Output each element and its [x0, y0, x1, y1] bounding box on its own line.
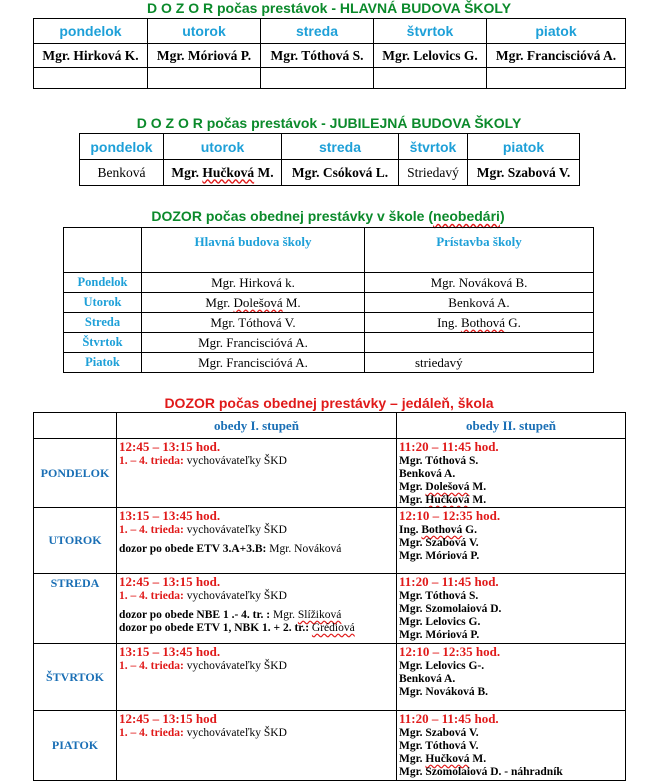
- teacher-cell: Mgr. Móriová P.: [148, 44, 261, 68]
- misspelled-word: Hučková: [425, 753, 470, 765]
- second-grade-cell: [397, 711, 626, 781]
- grade-line: [119, 590, 394, 603]
- time-slot: 13:15 – 13:45 hod.: [119, 508, 221, 523]
- time-slot: 12:10 – 12:35 hod.: [399, 644, 501, 659]
- teacher-name: Mgr. Lelovics G.: [399, 616, 481, 628]
- teacher-cell: Mgr. Franciscióvá A.: [142, 333, 365, 353]
- day-header: štvrtok: [399, 134, 468, 160]
- teacher-cell: Benková: [80, 160, 164, 186]
- grade-line: [119, 660, 394, 673]
- neobedari-table: [63, 227, 594, 373]
- teacher-cell: Mgr. Hučková M.: [164, 160, 282, 186]
- day-label: ŠTVRTOK: [34, 644, 117, 711]
- teacher-cell: Mgr. Nováková B.: [365, 273, 594, 293]
- teacher-name: Mgr. Tóthová S.: [399, 590, 479, 602]
- time-slot: 12:45 – 13:15 hod.: [119, 574, 221, 589]
- misspelled-word: Hučková: [425, 494, 470, 506]
- day-label: PIATOK: [34, 711, 117, 781]
- day-header: pondelok: [34, 19, 148, 44]
- time-slot: 12:45 – 13:15 hod: [119, 711, 217, 726]
- teacher-cell: Mgr. Franciscióvá A.: [487, 44, 626, 68]
- time-slot: 11:20 – 11:45 hod.: [399, 711, 499, 726]
- misspelled-word: Bothová: [421, 524, 463, 536]
- staff-label: vychovávateľky ŠKD: [186, 524, 287, 536]
- second-grade-cell: [397, 439, 626, 508]
- duty-teacher: Mgr. Nováková: [269, 543, 342, 555]
- staff-label: vychovávateľky ŠKD: [186, 455, 287, 467]
- day-label: Štvrtok: [64, 333, 142, 353]
- teacher-cell: striedavý: [365, 353, 594, 373]
- second-grade-cell: [397, 574, 626, 644]
- time-slot: 12:45 – 13:15 hod.: [119, 439, 221, 454]
- table-row: [34, 439, 626, 508]
- teacher-name: Mgr. Lelovics G-.: [399, 660, 485, 672]
- section1-title: D O Z O R počas prestávok - HLAVNÁ BUDOVA ŠKOLY: [146, 0, 512, 16]
- table-row: [34, 711, 626, 781]
- teacher-name: Benková A.: [399, 673, 456, 685]
- teacher-name: Mgr. Szomolaiová D. - náhradník: [399, 766, 563, 778]
- grade-line: [119, 524, 394, 537]
- teacher-name: Mgr. Dolešová M.: [399, 481, 487, 493]
- table-row: [34, 644, 626, 711]
- misspelled-word: Dolešová: [425, 481, 470, 493]
- empty-cell: [34, 413, 117, 439]
- day-label: Streda: [64, 313, 142, 333]
- duty-label: dozor po obede ETV 3.A+3.B:: [119, 543, 267, 555]
- day-header: pondelok: [80, 134, 164, 160]
- teacher-name: Ing. Bothová G.: [399, 524, 477, 536]
- day-label: STREDA: [34, 574, 117, 644]
- column-header: obedy I. stupeň: [117, 413, 397, 439]
- teacher-cell: Mgr. Hirková K.: [34, 44, 148, 68]
- second-grade-cell: [397, 508, 626, 574]
- teacher-cell: Mgr. Tóthová S.: [261, 44, 374, 68]
- day-label: PONDELOK: [34, 439, 117, 508]
- teacher-name: Mgr. Móriová P.: [399, 629, 480, 641]
- duty-label: dozor po obede ETV 1, NBK 1. + 2. tr.:: [119, 622, 310, 634]
- teacher-name: Mgr. Móriová P.: [399, 550, 480, 562]
- day-header: utorok: [148, 19, 261, 44]
- teacher-cell: Ing. Bothová G.: [365, 313, 594, 333]
- jedalen-rows: [34, 439, 626, 781]
- day-header: piatok: [487, 19, 626, 44]
- teacher-name: Mgr. Szabová V.: [399, 537, 479, 549]
- section4-title: DOZOR počas obednej prestávky – jedáleň, škola: [164, 395, 494, 411]
- second-grade-cell: [397, 644, 626, 711]
- first-grade-cell: [117, 711, 397, 781]
- teacher-name: Mgr. Nováková B.: [399, 686, 489, 698]
- day-header: streda: [282, 134, 399, 160]
- title-part: neobedári: [433, 208, 500, 224]
- grade-label: 1. – 4. trieda:: [119, 455, 184, 467]
- day-header: utorok: [164, 134, 282, 160]
- grade-label: 1. – 4. trieda:: [119, 590, 184, 602]
- title-part: DOZOR počas obednej prestávky v škole (: [151, 208, 434, 224]
- hlavna-budova-table: [33, 18, 626, 89]
- misspelled-word: Grédiová: [311, 622, 355, 634]
- time-slot: 13:15 – 13:45 hod.: [119, 644, 221, 659]
- day-header: piatok: [468, 134, 580, 160]
- column-header: Hlavná budova školy: [142, 228, 365, 273]
- teacher-cell: Mgr. Lelovics G.: [374, 44, 487, 68]
- teacher-cell: Mgr. Csóková L.: [282, 160, 399, 186]
- first-grade-cell: [117, 439, 397, 508]
- empty-cell: [374, 68, 487, 89]
- teacher-name: Mgr. Szabová V.: [399, 727, 479, 739]
- extra-duty: [119, 543, 394, 556]
- time-slot: 12:10 – 12:35 hod.: [399, 508, 501, 523]
- column-header: Prístavba školy: [365, 228, 594, 273]
- duty-label: dozor po obede NBE 1 .- 4. tr. :: [119, 609, 271, 621]
- teacher-cell: Mgr. Dolešová M.: [142, 293, 365, 313]
- empty-cell: [64, 228, 142, 273]
- day-label: Piatok: [64, 353, 142, 373]
- duty-teacher: [312, 622, 355, 634]
- first-grade-cell: [117, 508, 397, 574]
- empty-cell: [148, 68, 261, 89]
- table-row: [34, 508, 626, 574]
- teacher-cell: Mgr. Franciscióvá A.: [142, 353, 365, 373]
- misspelled-word: Hučková: [202, 164, 255, 180]
- section2-title: D O Z O R počas prestávok - JUBILEJNÁ BUDOVA ŠKOLY: [136, 115, 522, 131]
- extra-duty: [119, 622, 394, 635]
- extra-duty: [119, 609, 394, 622]
- column-header: obedy II. stupeň: [397, 413, 626, 439]
- teacher-cell: Mgr. Tóthová V.: [142, 313, 365, 333]
- teacher-name: Mgr. Hučková M.: [399, 753, 487, 765]
- grade-label: 1. – 4. trieda:: [119, 524, 184, 536]
- misspelled-word: Dolešová: [233, 294, 283, 310]
- time-slot: 11:20 – 11:45 hod.: [399, 439, 499, 454]
- teacher-cell: Striedavý: [399, 160, 468, 186]
- staff-label: vychovávateľky ŠKD: [186, 590, 287, 602]
- title-part: ): [499, 208, 505, 224]
- day-header: štvrtok: [374, 19, 487, 44]
- teacher-name: Mgr. Szomolaiová D.: [399, 603, 502, 615]
- grade-line: [119, 727, 394, 740]
- teacher-cell: [365, 333, 594, 353]
- teacher-name: Mgr. Tóthová S.: [399, 455, 479, 467]
- misspelled-word: Slížiková: [297, 609, 342, 621]
- teacher-cell: Benková A.: [365, 293, 594, 313]
- day-header: streda: [261, 19, 374, 44]
- teacher-cell: Mgr. Szabová V.: [468, 160, 580, 186]
- grade-label: 1. – 4. trieda:: [119, 727, 184, 739]
- empty-cell: [261, 68, 374, 89]
- day-label: Utorok: [64, 293, 142, 313]
- section3-title: [63, 208, 593, 224]
- first-grade-cell: [117, 574, 397, 644]
- first-grade-cell: [117, 644, 397, 711]
- staff-label: vychovávateľky ŠKD: [186, 727, 287, 739]
- misspelled-word: Bothová: [460, 314, 505, 330]
- empty-cell: [487, 68, 626, 89]
- time-slot: 11:20 – 11:45 hod.: [399, 574, 499, 589]
- jedalen-table: [33, 412, 626, 781]
- table-row: [34, 574, 626, 644]
- teacher-cell: Mgr. Hirková k.: [142, 273, 365, 293]
- jubilejna-budova-table: [79, 133, 580, 186]
- day-label: UTOROK: [34, 508, 117, 574]
- staff-label: vychovávateľky ŠKD: [186, 660, 287, 672]
- duty-teacher: Mgr. Slížiková: [272, 609, 342, 621]
- day-label: Pondelok: [64, 273, 142, 293]
- grade-label: 1. – 4. trieda:: [119, 660, 184, 672]
- grade-line: [119, 455, 394, 468]
- teacher-name: Mgr. Tóthová V.: [399, 740, 479, 752]
- empty-cell: [34, 68, 148, 89]
- teacher-name: Benková A.: [399, 468, 456, 480]
- teacher-name: Mgr. Hučková M.: [399, 494, 487, 506]
